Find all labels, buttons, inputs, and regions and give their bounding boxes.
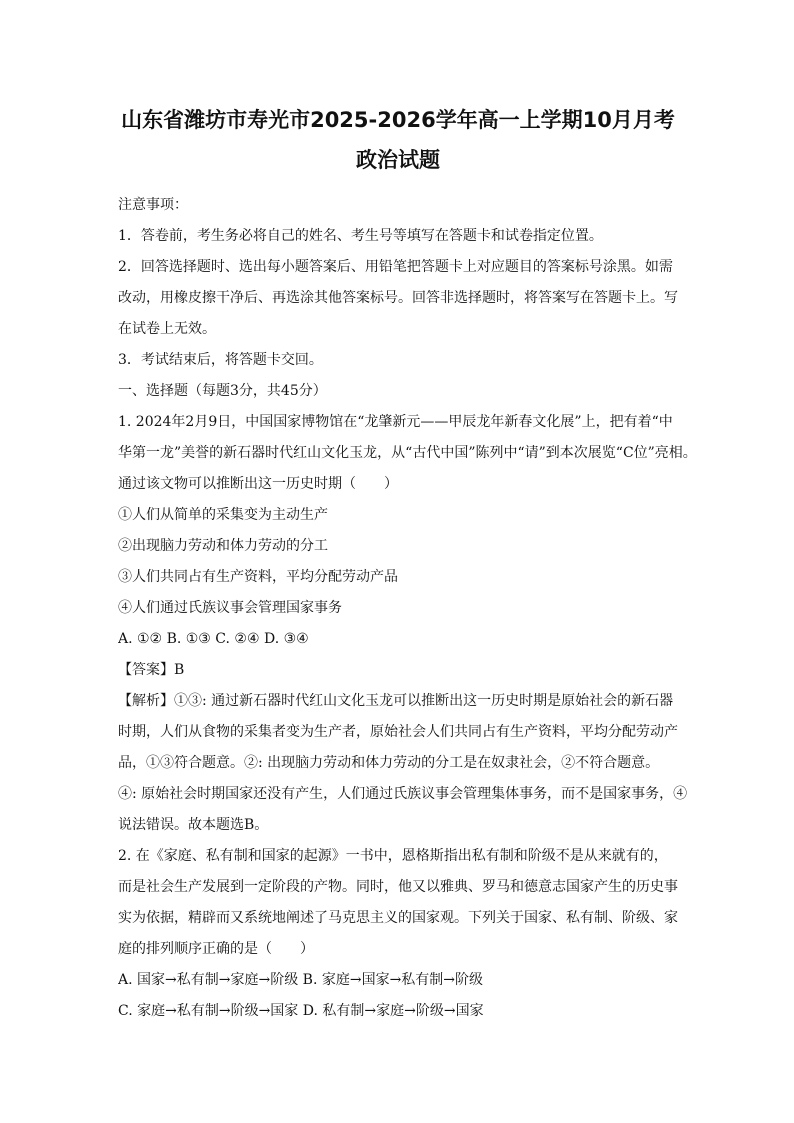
question-stem: 1. 2024年2月9日，中国国家博物馆在“龙肇新元——甲辰龙年新春文化展”上，把有着“中 bbox=[118, 414, 673, 430]
analysis-text: 品，①③符合题意。②: 出现脑力劳动和体力劳动的分工是在奴隶社会，②不符合题意。 bbox=[118, 755, 660, 771]
analysis-text: 时期，人们从食物的采集者变为生产者，原始社会人们共同占有生产资料，平均分配劳动产 bbox=[118, 724, 678, 740]
question-stem: 实为依据，精辟而又系统地阐述了马克思主义的国家观。下列关于国家、私有制、阶级、家 bbox=[118, 910, 678, 926]
notice-item: 1．答卷前，考生务必将自己的姓名、考生号等填写在答题卡和试卷指定位置。 bbox=[118, 228, 603, 244]
document-title: 山东省潍坊市寿光市2025-2026学年高一上学期10月月考 bbox=[121, 108, 675, 132]
statement-option: ③人们共同占有生产资料，平均分配劳动产品 bbox=[118, 569, 398, 585]
notice-heading: 注意事项： bbox=[118, 197, 188, 213]
question-stem: 庭的排列顺序正确的是（ ） bbox=[118, 941, 314, 957]
question-stem: 通过该文物可以推断出这一历史时期（ ） bbox=[118, 476, 398, 492]
statement-option: ①人们从简单的采集变为主动生产 bbox=[118, 507, 328, 523]
document-subtitle: 政治试题 bbox=[356, 148, 440, 172]
answer-choices: A. ①② B. ①③ C. ②④ D. ③④ bbox=[118, 631, 309, 647]
answer-label: 【答案】B bbox=[118, 662, 185, 678]
question-stem: 华第一龙”美誉的新石器时代红山文化玉龙，从“古代中国”陈列中“请”到本次展览“C位”亮相。 bbox=[118, 445, 697, 461]
section-heading: 一、选择题（每题3分，共45分） bbox=[118, 383, 327, 399]
statement-option: ②出现脑力劳动和体力劳动的分工 bbox=[118, 538, 328, 554]
answer-choices: A. 国家→私有制→家庭→阶级 B. 家庭→国家→私有制→阶级 bbox=[118, 972, 484, 988]
answer-choices: C. 家庭→私有制→阶级→国家 D. 私有制→家庭→阶级→国家 bbox=[118, 1003, 484, 1019]
analysis-text: 说法错误。故本题选B。 bbox=[118, 817, 269, 833]
notice-item: 2．回答选择题时、选出每小题答案后、用铅笔把答题卡上对应题目的答案标号涂黑。如需 bbox=[118, 259, 673, 275]
question-stem: 而是社会生产发展到一定阶段的产物。同时，他又以雅典、罗马和德意志国家产生的历史事 bbox=[118, 879, 678, 895]
notice-item: 在试卷上无效。 bbox=[118, 321, 216, 337]
notice-item: 3．考试结束后，将答题卡交回。 bbox=[118, 352, 323, 368]
statement-option: ④人们通过氏族议事会管理国家事务 bbox=[118, 600, 342, 616]
notice-item: 改动，用橡皮擦干净后、再选涂其他答案标号。回答非选择题时，将答案写在答题卡上。写 bbox=[118, 290, 678, 306]
analysis-text: 【解析】①③: 通过新石器时代红山文化玉龙可以推断出这一历史时期是原始社会的新石器 bbox=[118, 693, 674, 709]
analysis-text: ④: 原始社会时期国家还没有产生，人们通过氏族议事会管理集体事务，而不是国家事务，④ bbox=[118, 786, 688, 802]
question-stem: 2. 在《家庭、私有制和国家的起源》一书中，恩格斯指出私有制和阶级不是从来就有的， bbox=[118, 848, 668, 864]
